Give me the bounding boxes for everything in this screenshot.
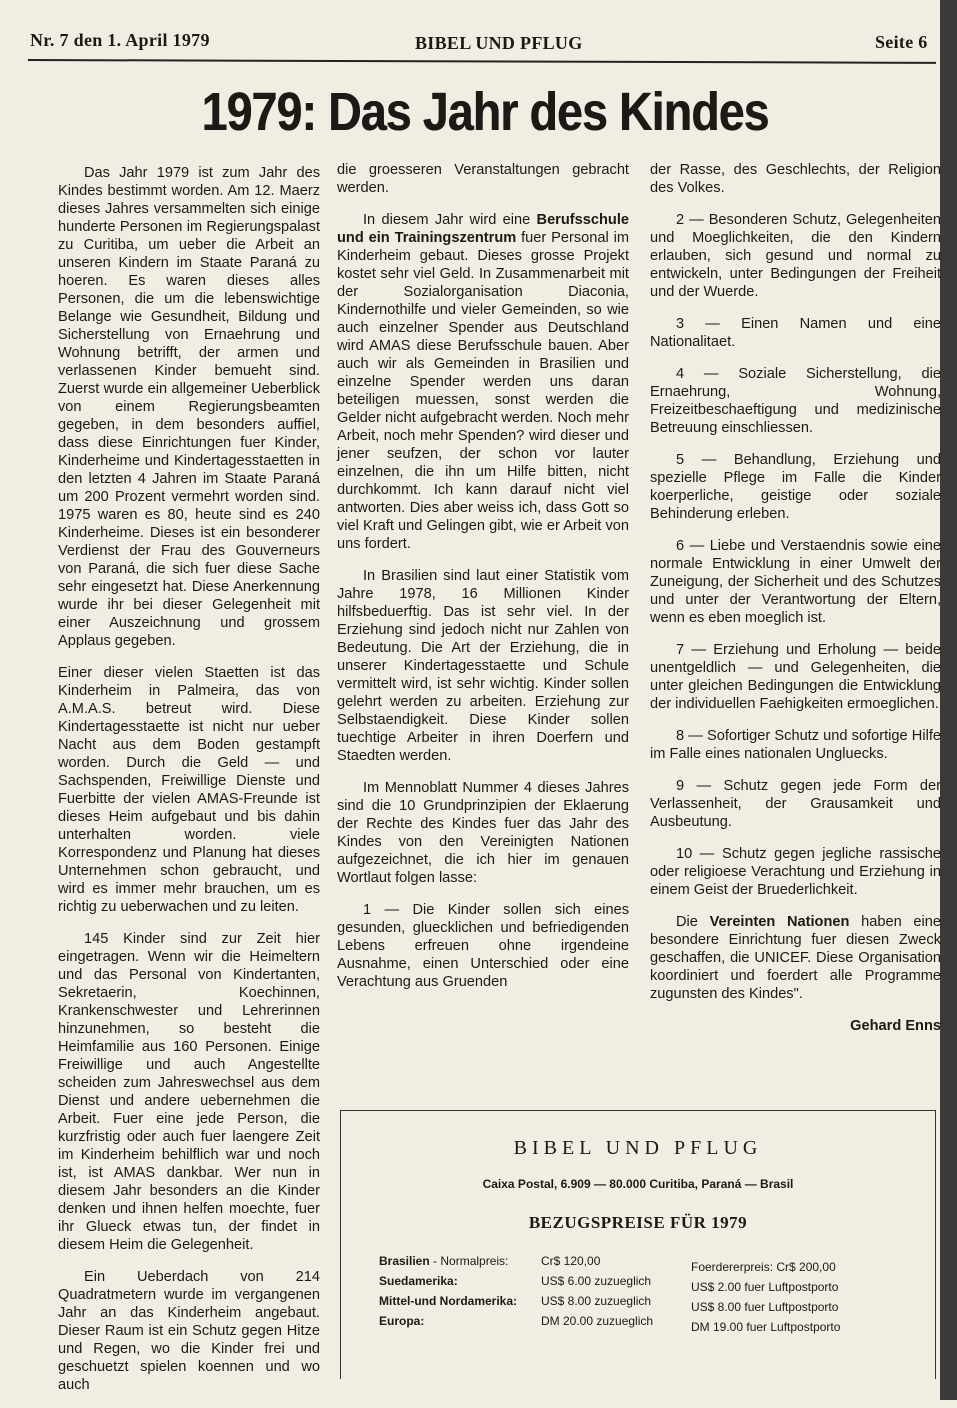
price-value: Foerdererpreis: Cr$ 200,00 bbox=[691, 1260, 836, 1274]
column-1 bbox=[58, 164, 320, 1408]
paragraph: 7 — Erziehung und Erholung — beide unentgeldlich — und Gelegenheiten, die unter gleichen Bedingungen die Entwicklung der individuellen Faehigkeiten ermoeglichen. bbox=[650, 642, 941, 712]
page-number: Seite 6 bbox=[875, 32, 928, 52]
column-2 bbox=[337, 161, 629, 1005]
paragraph: 10 — Schutz gegen jegliche rassische oder religioese Verachtung und Erziehung in einem Geist der Bruederlichkeit. bbox=[650, 846, 941, 898]
price-label: Suedamerika: bbox=[379, 1274, 458, 1288]
price-value: DM 19.00 fuer Luftpostporto bbox=[691, 1320, 841, 1334]
price-labels bbox=[379, 1251, 529, 1331]
paragraph: 1 — Die Kinder sollen sich eines gesunden, gluecklichen und befriedigenden Lebens erfreuen ohne irgendeine Ausnahme, einen Unterschied oder eine Verachtung aus Gruenden bbox=[337, 902, 629, 990]
paragraph: Einer dieser vielen Staetten ist das Kinderheim in Palmeira, das von A.M.A.S. betreut wird. Diese Kindertagesstaette ist nicht nur ueber Nacht aus dem Boden gestampft worden. Durch die Geld — und Sachspenden, Freiwillige Dienste und Fuerbitte der vielen AMAS-Freunde ist dieses Heim aufgebaut und bis dahin unterhalten worden. viele Korrespondenz und Planung hat dieses Unternehmen schon gebraucht, und wird es immer mehr brauchen, um es richtig zu ueberwachen und zu leiten. bbox=[58, 665, 320, 915]
bold-text: Vereinten Nationen bbox=[709, 914, 850, 930]
price-label: Europa: bbox=[379, 1314, 425, 1328]
paragraph: 3 — Einen Namen und eine Nationalitaet. bbox=[650, 316, 941, 350]
paragraph: 6 — Liebe und Verstaendnis sowie eine normale Entwicklung in einer Umwelt der Zuneigung, der Sicherheit und des Schutzes und unter der Verantwortung der Eltern, wenn es eben moeglich ist. bbox=[650, 538, 941, 626]
price-column-2 bbox=[691, 1257, 891, 1337]
box-title: BIBEL UND PFLUG bbox=[513, 1137, 763, 1159]
text: haben eine besondere Einrichtung fuer diesen Zweck geschaffen, die UNICEF. Diese Organisation koordiniert und foerdert alle Programme zugunsten des Kindes". bbox=[650, 914, 941, 1002]
author-signature: Gehard Enns bbox=[850, 1018, 941, 1034]
paragraph bbox=[337, 211, 629, 553]
price-value: US$ 2.00 fuer Luftpostporto bbox=[691, 1280, 839, 1294]
box-address: Caixa Postal, 6.909 — 80.000 Curitiba, Paraná — Brasil bbox=[482, 1177, 794, 1191]
bold-text: Berufsschule und ein Trainingszentrum bbox=[337, 212, 629, 246]
text: Die bbox=[676, 914, 710, 930]
paragraph: 8 — Sofortiger Schutz und sofortige Hilfe im Falle eines nationalen Ungluecks. bbox=[650, 728, 941, 762]
article-title: 1979: Das Jahr des Kindes bbox=[201, 82, 769, 142]
price-value: DM 20.00 zuzueglich bbox=[541, 1314, 654, 1328]
paragraph: 145 Kinder sind zur Zeit hier eingetragen. Wenn wir die Heimeltern und das Personal von Kindertanten, Sekretaerin, Koechinnen, Krankenschwester und Lehrerinnen hinzunehmen, so besteht die Heimfamilie aus 160 Personen. Einige Freiwillige und auch Angestellte scheiden zum Jahreswechsel aus dem Dienst und andere uebernehmen die Arbeit. Fuer eine jede Person, die kurzfristig oder auch fuer laengere Zeit im Kinderheim behilflich war und noch ist, ist AMAS dankbar. Wer nun in diesem Jahr besonders an die Kinder denken und ihnen helfen moechte, fuer ihr Glueck etwas tun, der findet in diesem Heim die Gelegenheit. bbox=[58, 931, 320, 1253]
paragraph: In Brasilien sind laut einer Statistik vom Jahre 1978, 16 Millionen Kinder hilfsbeduerftig. Das ist sehr viel. In der Erziehung sind jedoch nicht nur Zahlen von Bedeutung. Die Art der Erziehung, die in unserer Kindertagesstaette und Schule vermittelt wird, ist sehr wichtig. Kinder sollen gelehrt werden zu arbeiten. Erziehung zur Selbstaendigkeit. Diese Kinder sollen tuechtige Arbeiter in ihren Doerfern und Staedten werden. bbox=[337, 568, 629, 764]
paragraph: 5 — Behandlung, Erziehung und spezielle Pflege im Falle die Kinder koerperliche, geistige oder soziale Behinderung erleben. bbox=[650, 452, 941, 522]
paragraph: Im Mennoblatt Nummer 4 dieses Jahres sind die 10 Grundprinzipien der Eklaerung der Rechte des Kindes fuer das Jahr des Kindes von den Vereinigten Nationen aufgezeichnet, die ich hier im genauen Wortlaut folgen lasse: bbox=[337, 780, 629, 886]
page-edge bbox=[940, 0, 957, 1400]
price-column-1 bbox=[541, 1251, 691, 1331]
paragraph: 4 — Soziale Sicherstellung, die Ernaehrung, Wohnung, Freizeitbeschaeftigung und medizinische Betreuung einschliessen. bbox=[650, 366, 941, 436]
paragraph: Ein Ueberdach von 214 Quadratmetern wurde im vergangenen Jahr an das Kinderheim angebaut. Dieser Raum ist ein Schutz gegen Hitze und Regen, wo die Kinder frei und geschuetzt spielen koennen und wo auch bbox=[58, 1269, 320, 1393]
text: In diesem Jahr wird eine bbox=[363, 212, 537, 228]
column-3 bbox=[650, 161, 941, 1049]
price-label: Brasilien - Normalpreis: bbox=[379, 1254, 509, 1268]
paragraph: Das Jahr 1979 ist zum Jahr des Kindes bestimmt worden. Am 12. Maerz dieses Jahres versammelten sich einige hunderte Personen im Regierungspalast zu Curitiba, um ueber die Arbeit an unseren Kindern im Staate Paraná zu hoeren. Es waren dieses alles Personen, die um die lebenswichtige Belange wie Gesundheit, Bildung und Sicherstellung von Ernaehrung und Wohnung betrifft, der armen und verlassenen Kinder bemueht sind. Zuerst wurde ein allgemeiner Ueberblick von einem Regierungsbeamten gegeben, in dem besonders auffiel, dass diese Einrichtungen fuer Kinder, Kinderheime und Kindertagesstaetten in den letzten 4 Jahren im Staate Paraná um 200 Prozent vermehrt worden sind. 1975 waren es 80, heute sind es 240 Kinderheime. Dieses ist ein besonderer Verdienst der Frau des Gouverneurs von Paraná, die sich fuer diese Sache sehr eingesetzt hat. Diese Anerkennung wurde ihr bei dieser Gelegenheit mit einer Auszeichnung und grossem Applaus gegeben. bbox=[58, 165, 320, 649]
price-value: US$ 6.00 zuzueglich bbox=[541, 1274, 652, 1288]
paragraph: die groesseren Veranstaltungen gebracht werden. bbox=[337, 162, 629, 196]
issue-date: Nr. 7 den 1. April 1979 bbox=[30, 30, 210, 50]
masthead: BIBEL UND PFLUG bbox=[415, 33, 583, 53]
price-label: Mittel-und Nordamerika: bbox=[379, 1294, 518, 1308]
paragraph: 9 — Schutz gegen jede Form der Verlassenheit, der Grausamkeit und Ausbeutung. bbox=[650, 778, 941, 830]
paragraph bbox=[650, 913, 941, 1003]
box-heading: BEZUGSPREISE FÜR 1979 bbox=[528, 1213, 748, 1232]
paragraph: der Rasse, des Geschlechts, der Religion des Volkes. bbox=[650, 162, 941, 196]
header-rule bbox=[28, 59, 936, 64]
price-value: Cr$ 120,00 bbox=[541, 1254, 601, 1268]
price-value: US$ 8.00 zuzueglich bbox=[541, 1294, 652, 1308]
paragraph: 2 — Besonderen Schutz, Gelegenheiten und Moeglichkeiten, die den Kindern erlauben, sich gesund und normal zu entwickeln, unter Bedingungen der Freiheit und der Wuerde. bbox=[650, 212, 941, 300]
text: fuer Personal im Kinderheim gebaut. Dieses grosse Projekt kostet sehr viel Geld. In Zusammenarbeit mit der Sozialorganisation Diaconia, Kindernothilfe und vieler Gemeinden, so wie auch einzelner Spender aus Deutschland wird AMAS diese Berufsschule bauen. Aber auch wir als Gemeinden in Brasilien und einzelne Spender werden uns daran beteiligen muessen, sonst werden die Gelder nicht aufgebracht werden. Noch mehr Arbeit, noch mehr Spenden? wird dieser und jener seufzen, der schon vor lauter einzelnen, die ihn um Hilfe bitten, nicht durchkommt. Ich kann darauf nicht viel antworten. Dies aber weiss ich, dass Gott so viel Kraft und Gelingen gibt, wie er Arbeit von uns fordert. bbox=[337, 230, 629, 552]
price-value: US$ 8.00 fuer Luftpostporto bbox=[691, 1300, 839, 1314]
subscription-box bbox=[340, 1110, 936, 1379]
